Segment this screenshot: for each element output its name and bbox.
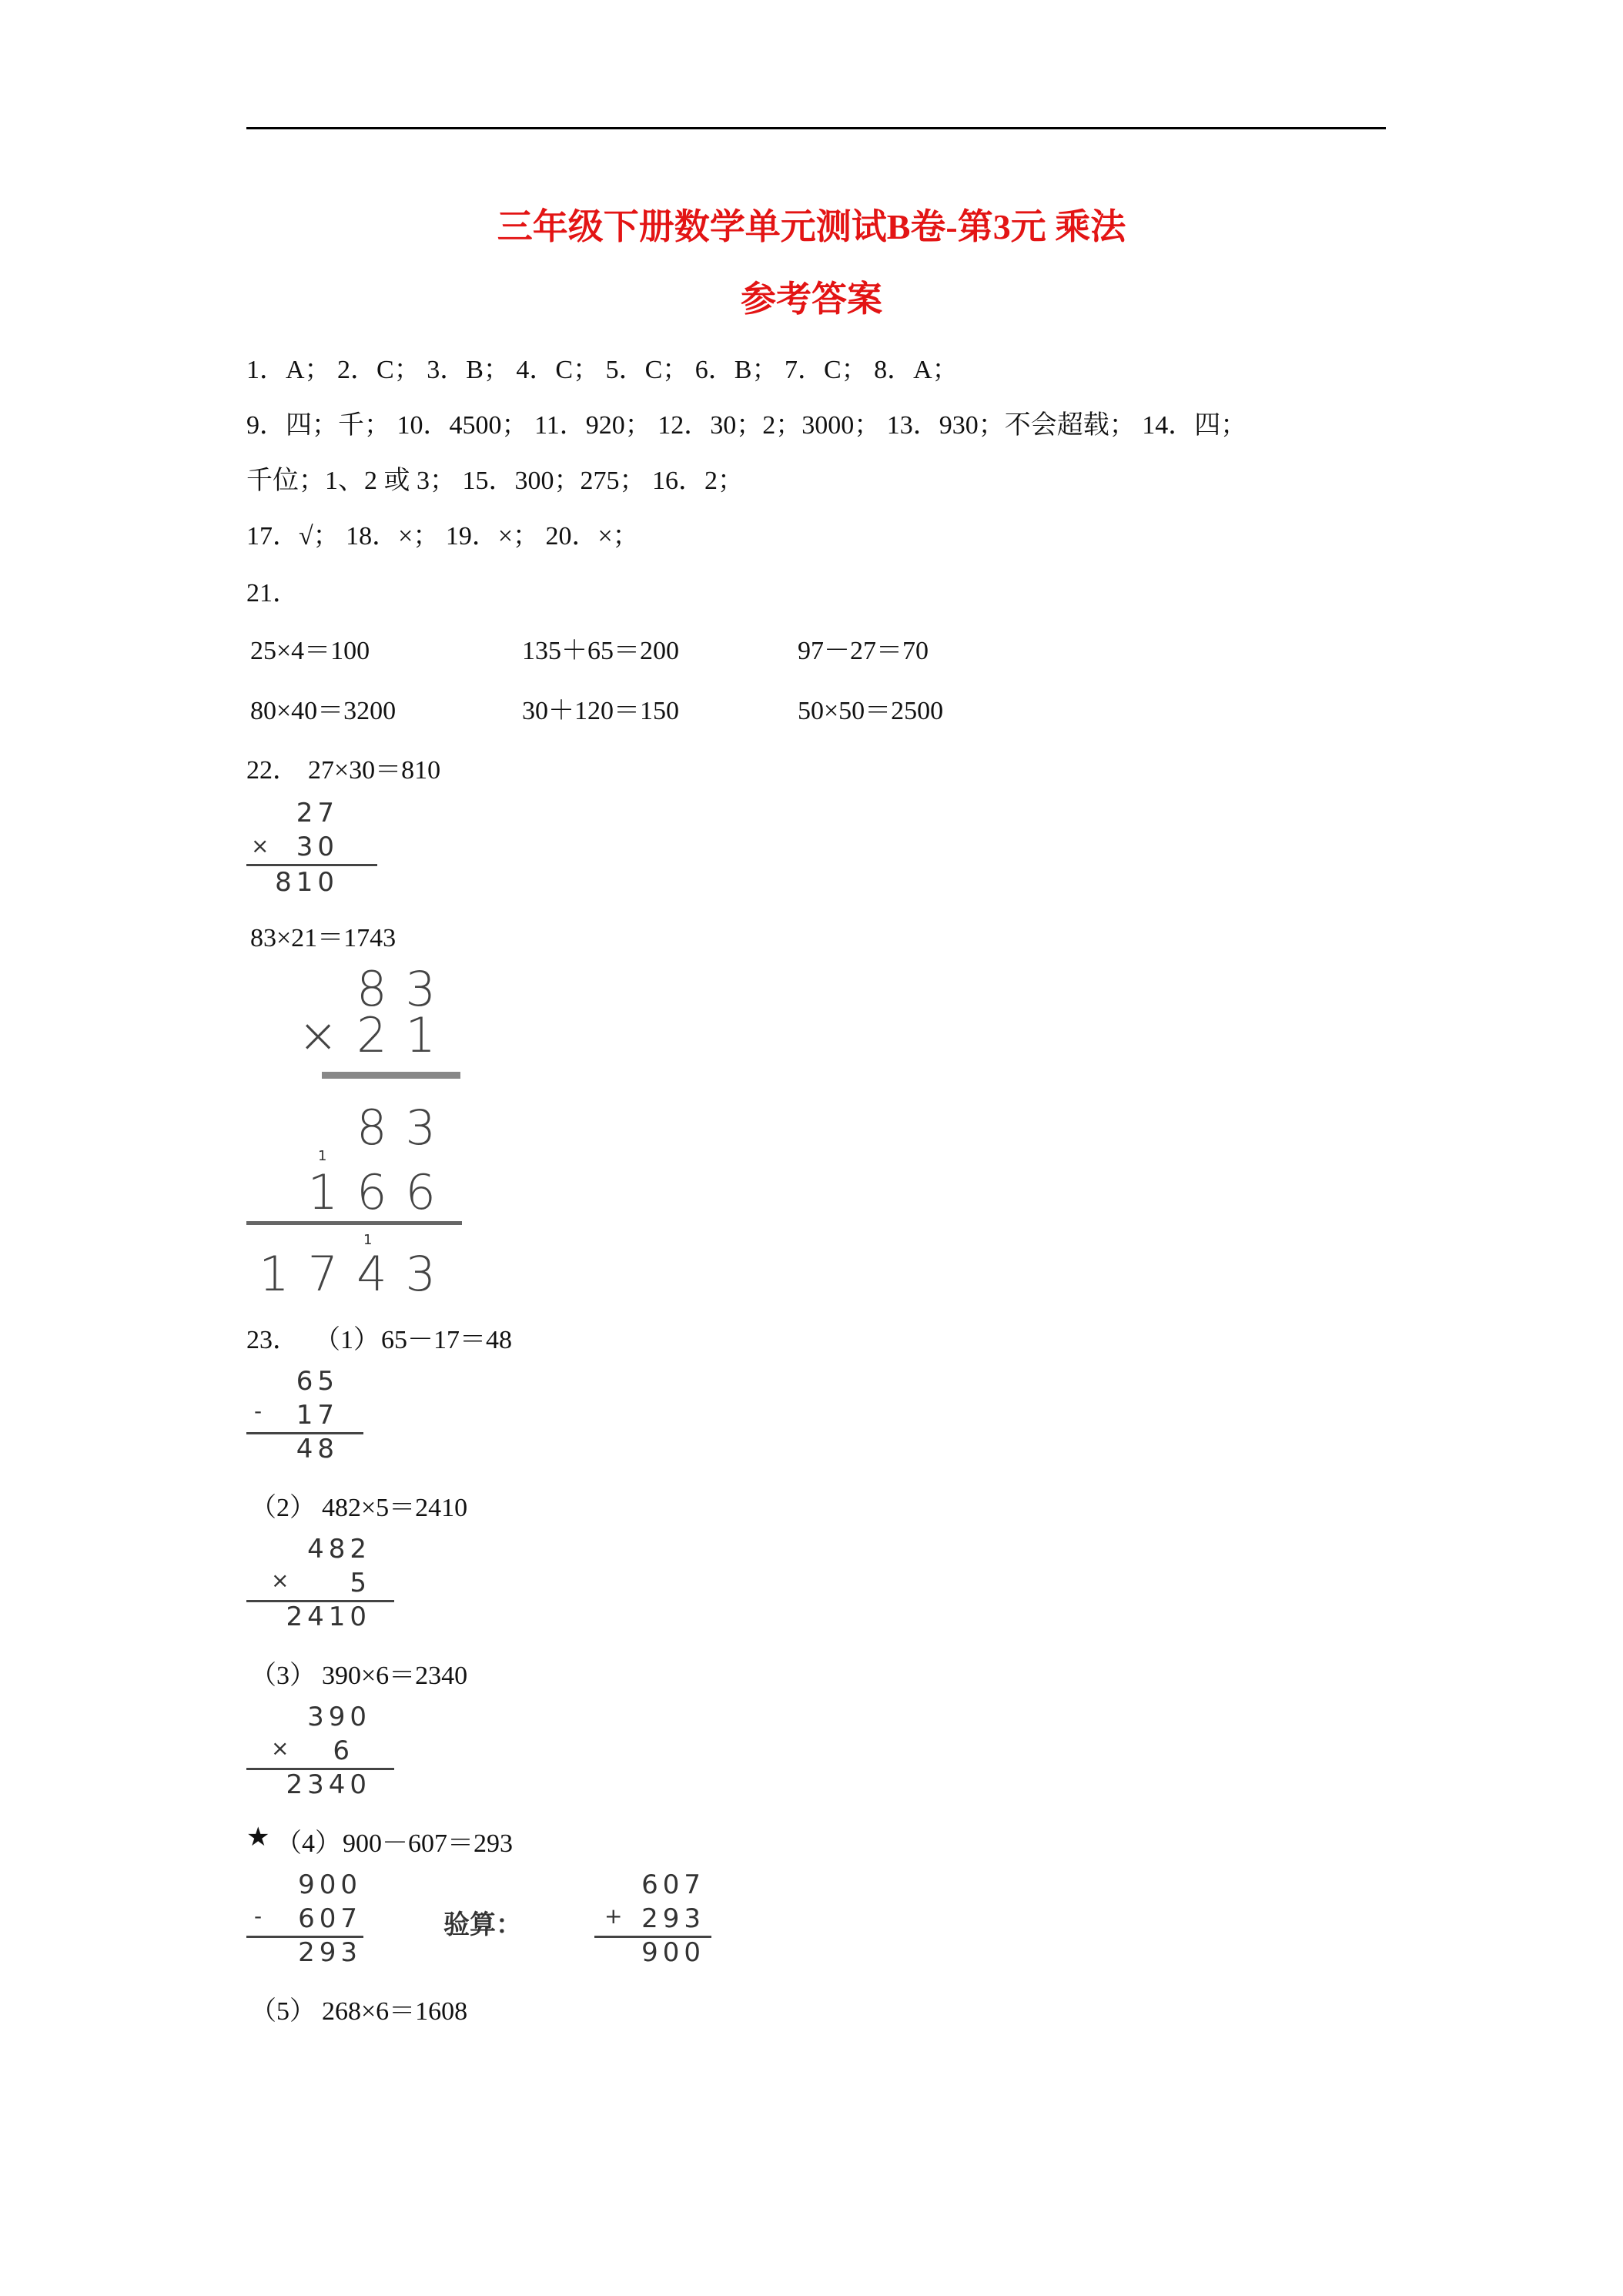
- header-rule: [246, 127, 1386, 129]
- q23-p1-equation: 65－17＝48: [381, 1326, 512, 1354]
- q23-p3-label: （3）: [250, 1662, 316, 1690]
- q22-calc2-partial-1: 83: [356, 1099, 454, 1156]
- q22-label: 22．: [246, 756, 299, 785]
- q23-p1-result: 48: [296, 1434, 339, 1464]
- page-title: 三年级下册数学单元测试B卷-第3元 乘法: [497, 207, 1126, 246]
- q23-p4-equation: 900－607＝293: [343, 1829, 513, 1858]
- q23-p3-top: 390: [307, 1702, 371, 1732]
- q23-p4-verify-second: 293: [641, 1903, 705, 1934]
- q22-calc2-second: ×21: [298, 1007, 454, 1063]
- q23-p2-second: 5: [350, 1568, 371, 1598]
- answers-line-3: 千位；1、2 或 3； 15．300；275； 16．2；: [246, 467, 744, 495]
- q23-label: 23．: [246, 1326, 299, 1354]
- q22-calc1-bar: [246, 864, 377, 866]
- q22-calc1-second: 30: [296, 832, 339, 862]
- q22-calc2-bar-2: [246, 1221, 462, 1225]
- answers-line-2: 9．四；千； 10．4500； 11．920； 12．30；2；3000； 13．930；不会超载； 14．四；: [246, 411, 1247, 440]
- q22-calc2-carry-1: 1: [318, 1148, 327, 1164]
- q21-eq-3: 97－27＝70: [798, 637, 929, 665]
- q23-p1-operator: -: [254, 1398, 263, 1424]
- q23-p4-operator: -: [254, 1903, 263, 1929]
- q22-calc2-bar-1: [322, 1072, 460, 1079]
- q21-eq-4: 80×40＝3200: [250, 697, 397, 725]
- q23-p5-equation: 268×6＝1608: [322, 1997, 468, 2026]
- q23-p5-label: （5）: [250, 1997, 316, 2026]
- q23-p2-equation: 482×5＝2410: [322, 1494, 468, 1522]
- q23-p4-second: 607: [298, 1903, 362, 1934]
- q21-eq-2: 135＋65＝200: [522, 637, 679, 665]
- answers-line-1: 1．A； 2．C； 3．B； 4．C； 5．C； 6．B； 7．C； 8．A；: [246, 356, 959, 384]
- page-subtitle: 参考答案: [741, 279, 882, 319]
- q22-calc2-partial-2: 166: [307, 1164, 454, 1220]
- q21-eq-1: 25×4＝100: [250, 637, 370, 665]
- q22-calc1-result: 810: [275, 867, 339, 898]
- q23-p3-result: 2340: [286, 1769, 371, 1800]
- q23-p1-label: （1）: [314, 1326, 380, 1354]
- q23-p3-second: 6: [333, 1735, 354, 1766]
- q21-label: 21．: [246, 579, 299, 607]
- q22-calc2-result: 1743: [259, 1246, 454, 1302]
- q23-p4-label: （4）: [276, 1829, 341, 1858]
- q23-p4-result: 293: [298, 1937, 362, 1968]
- q22-calc2-top: 83: [356, 961, 454, 1017]
- verify-label: 验算：: [443, 1909, 522, 1940]
- q21-eq-5: 30＋120＝150: [522, 697, 679, 725]
- q23-p2-top: 482: [307, 1534, 371, 1565]
- q22-equation-2: 83×21＝1743: [250, 924, 397, 952]
- q23-p1-second: 17: [296, 1400, 339, 1431]
- q23-p4-top: 900: [298, 1869, 362, 1900]
- q23-p3-equation: 390×6＝2340: [322, 1662, 468, 1690]
- q23-p1-top: 65: [296, 1366, 339, 1397]
- q22-calc1-top: 27: [296, 798, 339, 828]
- q23-p3-operator: ×: [271, 1735, 289, 1761]
- q21-eq-6: 50×50＝2500: [798, 697, 944, 725]
- q23-p2-operator: ×: [271, 1568, 289, 1593]
- q22-calc2-carry-2: 1: [363, 1232, 373, 1248]
- answers-line-4: 17．√； 18．×； 19．×； 20．×；: [246, 522, 639, 551]
- q23-p2-result: 2410: [286, 1602, 371, 1632]
- q22-equation-1: 27×30＝810: [308, 756, 441, 785]
- q23-p4-verify-result: 900: [641, 1937, 705, 1968]
- q22-calc1-operator: ×: [251, 833, 269, 858]
- q23-p2-label: （2）: [250, 1494, 316, 1522]
- q23-p4-verify-top: 607: [641, 1869, 705, 1900]
- q23-p4-verify-operator: +: [604, 1903, 623, 1929]
- star-icon: ★: [246, 1823, 270, 1852]
